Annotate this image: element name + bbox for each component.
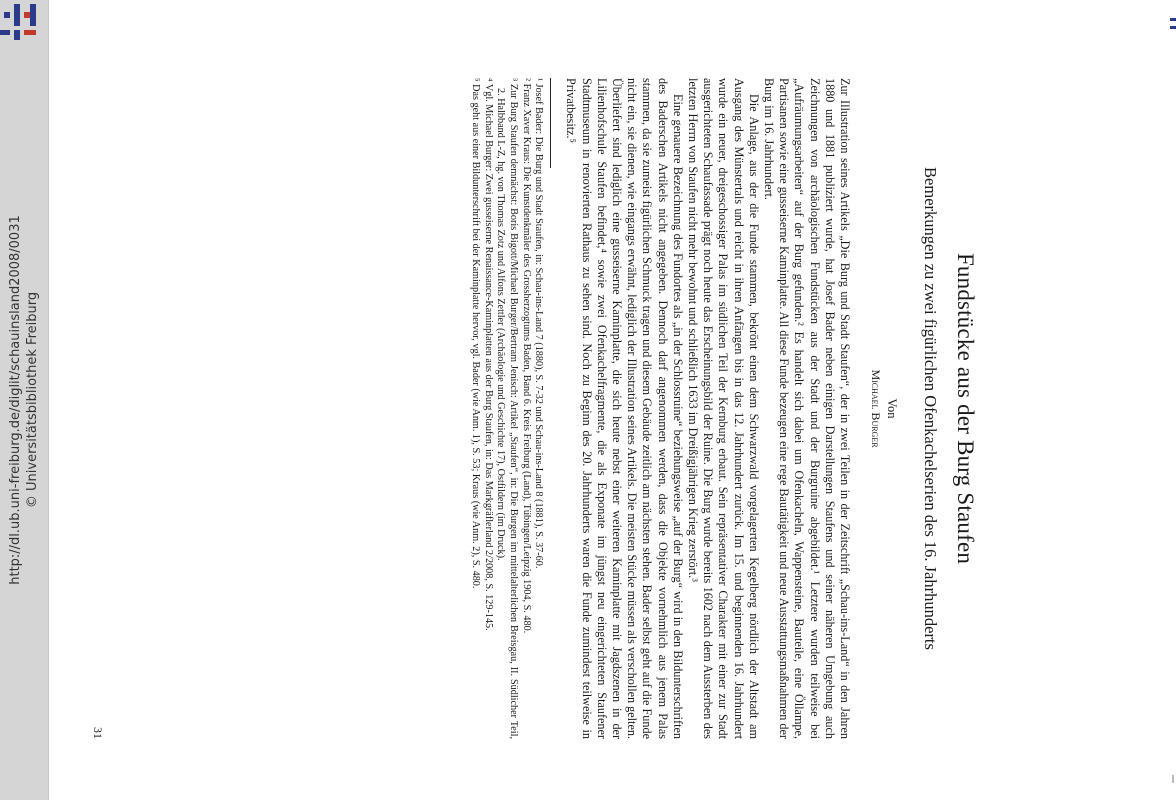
scan-edge-mark	[1172, 775, 1174, 783]
source-url-link[interactable]: http://dl.ub.uni-freiburg.de/diglit/schauinsland2008/0031	[8, 215, 23, 585]
footnote: ³ Zur Burg Staufen demnächst: Boris Bigott/Michael Burger/Bertram Jenisch: Artikel „Staufen“, in: Die Burgen im mittelalterlichen Breisgau, II. Südlicher Teil, 2. Halbband L-Z, hg. von Thomas Zotz und Alfons Zettler (Archäologie und Geschichte 17), Ostfildern (im Druck).	[495, 78, 519, 739]
footnote-rule	[550, 78, 551, 168]
scan-edge-divider	[48, 0, 49, 800]
footnote: ⁵ Das geht aus einer Bildunterschrift bei der Kaminplatte hervor, vgl. Bader (wie Anm. 1), S. 53; Kraus (wie Anm. 2), S. 480.	[470, 78, 482, 589]
copyright-notice: © Universitätsbibliothek Freiburg	[25, 291, 40, 509]
article-title: Fundstücke aus der Burg Staufen	[953, 252, 978, 565]
footnote: ⁴ Vgl. Michael Burger: Zwei gusseiserne Renaissance-Kaminplatten aus der Burg Staufen, in: Das Markgräflerland 2/2008, S. 129-145.	[482, 78, 494, 631]
footnotes	[469, 78, 552, 739]
scan-color-marks	[1170, 18, 1176, 38]
article-subtitle: Bemerkungen zu zwei figürlichen Ofenkachelserien des 16. Jahrhunderts	[921, 167, 940, 650]
viewer-sidebar	[0, 0, 48, 800]
scanned-page	[50, 78, 980, 753]
body-paragraph: Eine genauere Bezeichnung des Fundortes als „in der Schlossruine“ beziehungsweise „auf der Burg“ wird in den Bildunterschriften des Baderschen Artikels nicht angegeben. Dennoch darf angenommen werden, dass die Objekte vornehmlich aus jenem Palas stammen, da sie zumeist figürlichen Schmuck tragen und diesem Gebäude zeitlich am nächsten stehen. Bader selbst geht auf die Funde nicht ein, sie dienen, wie eingangs erwähnt, lediglich der Illustration seines Artikels. Die meisten Stücke müssen als verschollen gelten. Überliefert sind lediglich eine gusseiserne Kaminplatte, die sich heute nebst einer weiteren Kaminplatte mit Jagdszenen in der Lilienhofschule Staufen befindet,⁴ sowie zwei Ofenkachelfragmente, die als Exponate im jüngst neu eingerichteten Staufener Stadtmuseum in renovierten Rathaus zu sehen sind. Noch zu Beginn des 20. Jahrhunderts waren die Funde zumindest teilweise in Privatbesitz.⁵	[564, 78, 685, 739]
body-paragraph: Zur Illustration seines Artikels „Die Burg und Stadt Staufen“, der in zwei Teilen in der Zeitschrift „Schau-ins-Land“ in den Jahren 1880 und 1881 publiziert wurde, hat Josef Bader neben einigen Darstellungen Staufens und seiner näheren Umgebung auch Zeichnungen von archäologischen Fundstücken aus der Stadt und der Burgruine abgebildet.¹ Letztere wurden teilweise bei „Aufräumungsarbeiten“ auf der Burg gefunden.² Es handelt sich dabei um Ofenkacheln, Wappensteine, Bauteile, eine Öllampe, Partisanen sowie eine gusseiserne Kaminplatte. All diese Funde bezeugen eine rege Bautätigkeit und neue Ausstattungsmaßnahmen der Burg im 16. Jahrhundert.	[761, 78, 852, 739]
footnote: ¹ Josef Bader: Die Burg und Stadt Staufen, in: Schau-ins-Land 7 (1880), S. 7-32 und Schau-ins-Land 8 (1881), S. 37-60.	[533, 78, 545, 569]
sidebar-caption	[0, 0, 48, 800]
page-number: 31	[91, 727, 105, 739]
footnote: ² Franz Xaver Kraus: Die Kunstdenkmäler des Grossherzogtums Baden, Band 6. Kreis Freiburg (Land), Tübingen/Leipzig 1904, S. 480.	[520, 78, 532, 634]
body-paragraph: Die Anlage, aus der die Funde stammen, bekrönt einen dem Schwarzwald vorgelagerten Kegelberg nördlich der Altstadt am Ausgang des Münstertals und reicht in ihren Anfängen bis in das 12. Jahrhundert zurück. Im 15. und beginnenden 16. Jahrhundert wurde ein neuer, dreigeschossiger Palas im südlichen Teil der Kernburg erbaut. Sein repräsentativer Charakter mit einer zur Stadt ausgerichteten Schaufassade prägt noch heute das Erscheinungsbild der Ruine. Die Burg wurde bereits 1602 nach dem Aussterben des letzten Herrn von Staufen nicht mehr bewohnt und schließlich 1633 im Dreißigjährigen Krieg zerstört.³	[685, 78, 761, 739]
author-name: Michael Burger	[869, 369, 883, 448]
byline-von: Von	[885, 398, 899, 419]
